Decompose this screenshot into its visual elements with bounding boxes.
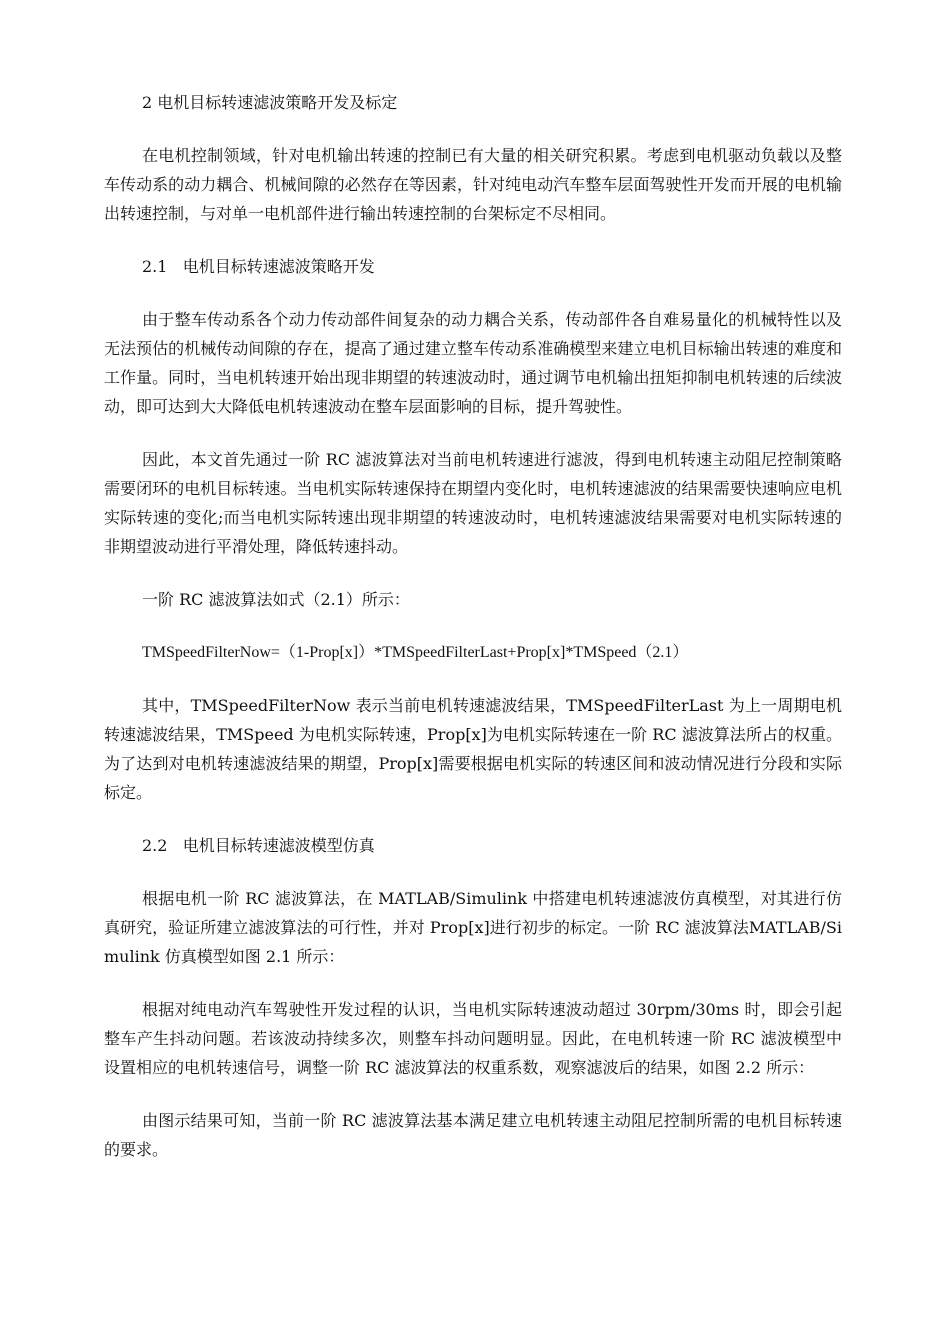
rc-filter-paragraph: 因此，本文首先通过一阶 RC 滤波算法对当前电机转速进行滤波，得到电机转速主动阻尼控制策略需要闭环的电机目标转速。当电机实际转速保持在期望内变化时，电机转速滤波的结果需要快速响应电机实际转速的变化;而当电机实际转速出现非期望的转速波动时，电机转速滤波结果需要对电机实际转速的非期望波动进行平滑处理，降低转速抖动。: [104, 450, 842, 556]
document-page: [104, 88, 842, 1188]
intro-paragraph: 在电机控制领域，针对电机输出转速的控制已有大量的相关研究积累。考虑到电机驱动负载以及整车传动系的动力耦合、机械间隙的必然存在等因素，针对纯电动汽车整车层面驾驶性开发而开展的电机输出转速控制，与对单一电机部件进行输出转速控制的台架标定不尽相同。: [104, 146, 842, 223]
section-2-2-heading: 2.2 电机目标转速滤波模型仿真: [142, 836, 375, 855]
simulink-paragraph: 根据电机一阶 RC 滤波算法，在 MATLAB/Simulink 中搭建电机转速滤波仿真模型，对其进行仿真研究，验证所建立滤波算法的可行性，并对 Prop[x]进行初步的标定。一阶 RC 滤波算法MATLAB/Simulink 仿真模型如图 2.1 所示：: [104, 889, 842, 966]
rc-filter-formula: TMSpeedFilterNow=（1-Prop[x]）*TMSpeedFilterLast+Prop[x]*TMSpeed（2.1）: [142, 644, 689, 661]
section-2-1-heading: 2.1 电机目标转速滤波策略开发: [142, 257, 375, 276]
calibration-paragraph: 根据对纯电动汽车驾驶性开发过程的认识，当电机实际转速波动超过 30rpm/30ms 时，即会引起整车产生抖动问题。若该波动持续多次，则整车抖动问题明显。因此，在电机转速一阶 RC 滤波模型中设置相应的电机转速信号，调整一阶 RC 滤波算法的权重系数，观察滤波后的结果，如图 2.2 所示：: [104, 1000, 842, 1077]
drivetrain-paragraph: 由于整车传动系各个动力传动部件间复杂的动力耦合关系，传动部件各自难易量化的机械特性以及无法预估的机械传动间隙的存在，提高了通过建立整车传动系准确模型来建立电机目标输出转速的难度和工作量。同时，当电机转速开始出现非期望的转速波动时，通过调节电机输出扭矩抑制电机转速的后续波动，即可达到大大降低电机转速波动在整车层面影响的目标，提升驾驶性。: [104, 310, 842, 416]
formula-intro: 一阶 RC 滤波算法如式（2.1）所示：: [142, 590, 410, 609]
conclusion-paragraph: 由图示结果可知，当前一阶 RC 滤波算法基本满足建立电机转速主动阻尼控制所需的电机目标转速的要求。: [104, 1111, 842, 1159]
section-2-heading: 2 电机目标转速滤波策略开发及标定: [142, 93, 398, 112]
formula-explanation-paragraph: 其中，TMSpeedFilterNow 表示当前电机转速滤波结果，TMSpeedFilterLast 为上一周期电机转速滤波结果，TMSpeed 为电机实际转速，Prop[x]为电机实际转速在一阶 RC 滤波算法所占的权重。为了达到对电机转速滤波结果的期望，Prop[x]需要根据电机实际的转速区间和波动情况进行分段和实际标定。: [104, 696, 842, 802]
